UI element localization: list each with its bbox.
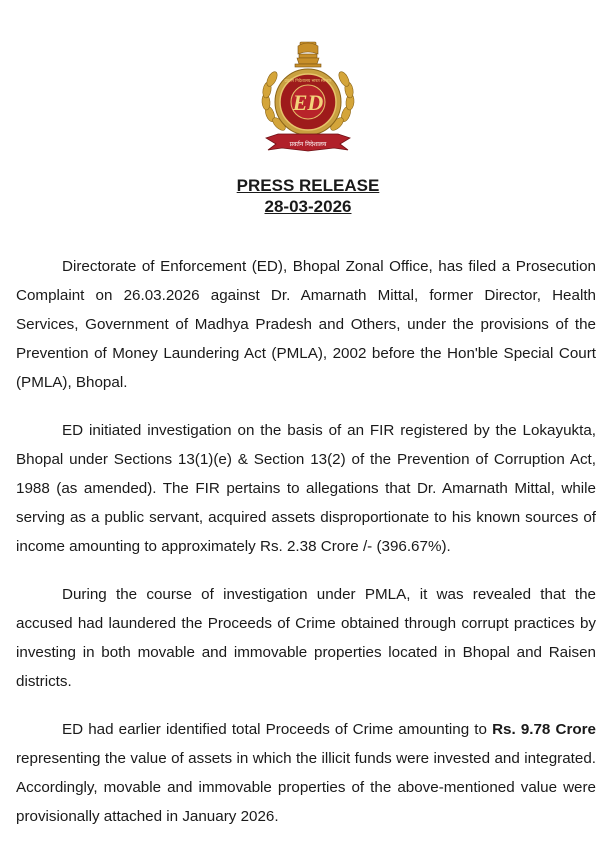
ed-emblem-logo xyxy=(248,40,368,164)
paragraph-4 xyxy=(16,715,596,831)
paragraph-1: Directorate of Enforcement (ED), Bhopal Zonal Office, has filed a Prosecution Complaint on 26.03.2026 against Dr. Amarnath Mittal, former Director, Health Services, Government of Madhya Pradesh and Others, under the provisions of the Prevention of Money Laundering Act (PMLA), 2002 before the Hon'ble Special Court (PMLA), Bhopal. xyxy=(16,258,596,391)
emblem-monogram: ED xyxy=(292,90,324,115)
paragraph-2: ED initiated investigation on the basis of an FIR registered by the Lokayukta, Bhopal under Sections 13(1)(e) & Section 13(2) of the Prevention of Corruption Act, 1988 (as amended). The FIR pertains to allegations that Dr. Amarnath Mittal, while serving as a public servant, acquired assets disproportionate to his known sources of income amounting to approximately Rs. 2.38 Crore /- (396.67%). xyxy=(16,422,596,555)
paragraph-3: During the course of investigation under PMLA, it was revealed that the accused had laundered the Proceeds of Crime obtained through corrupt practices by investing in both movable and immovable properties located in Bhopal and Raisen districts. xyxy=(16,586,596,690)
paragraph-4-rest: representing the value of assets in which the illicit funds were invested and integrated. Accordingly, movable and immovable properties of the above-mentioned value were provisionally attached in January 2026. xyxy=(16,750,596,825)
emblem-ring-text: प्रवर्तन निदेशालय भारत सरकार xyxy=(284,78,332,83)
press-release-body xyxy=(16,252,596,850)
press-release-title: PRESS RELEASE xyxy=(236,176,380,195)
lion-capital-icon xyxy=(295,42,321,67)
poc-amount: Rs. 9.78 Crore xyxy=(492,721,596,738)
ribbon-text: प्रवर्तन निदेशालय xyxy=(289,141,327,148)
press-release-date: 28-03-2026 xyxy=(264,197,352,216)
paragraph-4-lead: ED had earlier identified total Proceeds of Crime amounting to xyxy=(62,721,493,738)
